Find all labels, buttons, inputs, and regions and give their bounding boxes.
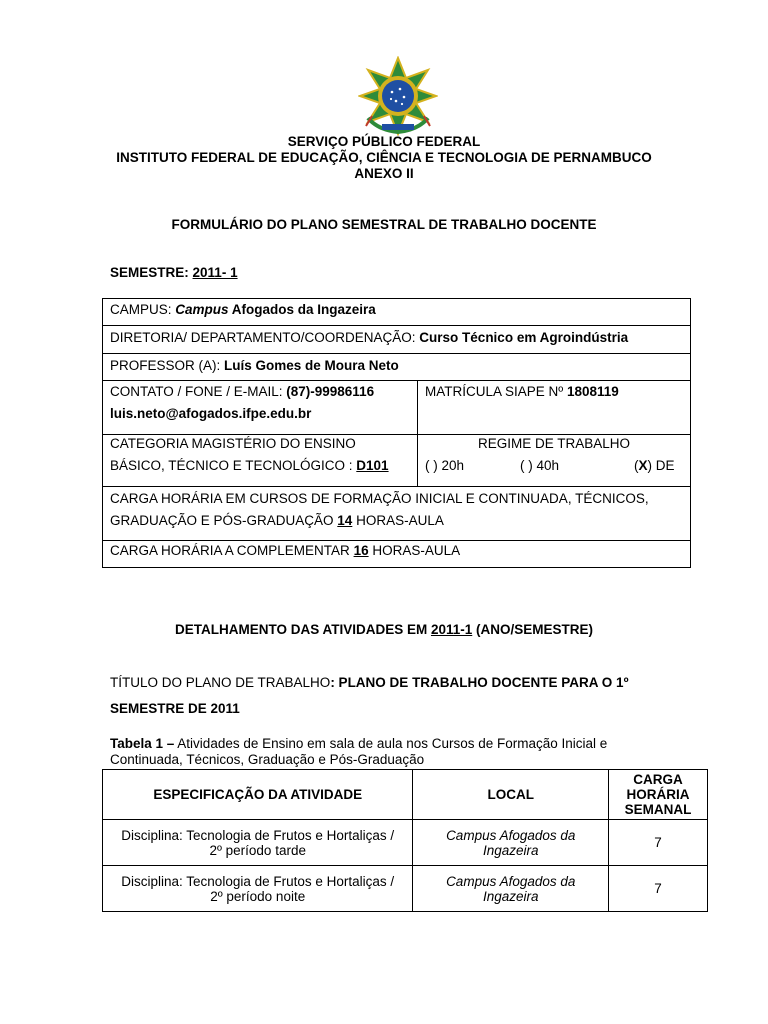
diretoria-row — [103, 326, 690, 354]
contato-phone: (87)-99986116 — [286, 384, 375, 399]
info-table — [102, 298, 691, 568]
header-local: LOCAL — [413, 770, 609, 820]
tabela-caption — [110, 736, 607, 768]
local-cell — [413, 820, 609, 866]
carga-value: 14 — [337, 513, 353, 528]
complementar-row — [103, 541, 690, 567]
detalhamento-year: 2011-1 — [430, 622, 473, 637]
diretoria-value: Curso Técnico em Agroindústria — [419, 330, 629, 345]
local-line-2: Ingazeira — [482, 888, 539, 904]
local-line-1: Campus Afogados da — [446, 827, 576, 843]
atividade-line-2: 2º período tarde — [209, 842, 306, 858]
contato-label: CONTATO / FONE / E-MAIL: — [110, 384, 287, 399]
categoria-line-1: CATEGORIA MAGISTÉRIO DO ENSINO — [110, 436, 356, 451]
atividade-line-1: Disciplina: Tecnologia de Frutos e Hortaliças / — [121, 827, 395, 843]
professor-value: Luís Gomes de Moura Neto — [224, 358, 399, 373]
carga-line-1: CARGA HORÁRIA EM CURSOS DE FORMAÇÃO INICIAL E CONTINUADA, TÉCNICOS, — [110, 491, 649, 506]
complementar-value: 16 — [353, 543, 369, 558]
carga-row — [103, 487, 690, 541]
plano-title-line-1: : PLANO DE TRABALHO DOCENTE PARA O 1º — [330, 675, 629, 690]
table-header-row — [103, 770, 708, 820]
categoria-value: D101 — [356, 458, 389, 473]
caption-bold: Tabela 1 – — [110, 736, 175, 751]
complementar-label: CARGA HORÁRIA A COMPLEMENTAR — [110, 543, 354, 558]
header-carga-line-3: SEMANAL — [624, 802, 692, 817]
regime-20h: ( ) 20h — [425, 458, 465, 473]
plano-label: TÍTULO DO PLANO DE TRABALHO — [110, 675, 331, 690]
table-row — [103, 866, 708, 912]
professor-label: PROFESSOR (A): — [110, 358, 225, 373]
header-carga-line-1: CARGA — [633, 772, 683, 787]
campus-row — [103, 299, 690, 326]
atividade-cell — [103, 820, 413, 866]
carga-line-2a: GRADUAÇÃO E PÓS-GRADUAÇÃO — [110, 513, 338, 528]
header-line-1: SERVIÇO PÚBLICO FEDERAL — [287, 134, 481, 149]
complementar-suffix: HORAS-AULA — [368, 543, 461, 558]
coat-of-arms-emblem — [358, 56, 438, 136]
atividade-line-1: Disciplina: Tecnologia de Frutos e Hortaliças / — [121, 873, 395, 889]
atividade-cell — [103, 866, 413, 912]
carga-cell: 7 — [609, 866, 708, 912]
carga-line-2b: HORAS-AULA — [352, 513, 444, 528]
regime-label: REGIME DE TRABALHO — [477, 436, 631, 451]
matricula-value: 1808119 — [566, 384, 619, 399]
semester-label: SEMESTRE: — [110, 265, 189, 280]
categoria-row — [103, 435, 690, 487]
regime-de-mark: X — [638, 458, 648, 473]
table-row — [103, 820, 708, 866]
campus-value: Afogados da Ingazeira — [228, 302, 376, 317]
campus-italic: Campus — [175, 302, 229, 317]
contato-row — [103, 381, 690, 435]
local-cell — [413, 866, 609, 912]
regime-de-close: ) DE — [647, 458, 675, 473]
plano-title — [110, 670, 629, 722]
semester-field — [110, 265, 238, 281]
header-line-2: INSTITUTO FEDERAL DE EDUCAÇÃO, CIÊNCIA E TECNOLOGIA DE PERNAMBUCO — [116, 150, 652, 165]
regime-de — [634, 457, 675, 475]
semester-value: 2011- 1 — [192, 265, 238, 280]
regime-40h: ( ) 40h — [520, 458, 560, 473]
detalhamento-suffix: (ANO/SEMESTRE) — [472, 622, 594, 637]
detalhamento-heading — [0, 622, 768, 638]
header-carga — [609, 770, 708, 820]
caption-line-1: Atividades de Ensino em sala de aula nos Cursos de Formação Inicial e — [174, 736, 608, 751]
campus-label: CAMPUS: — [110, 302, 176, 317]
activity-table — [102, 769, 708, 912]
professor-row — [103, 354, 690, 381]
caption-line-2: Continuada, Técnicos, Graduação e Pós-Graduação — [110, 752, 425, 767]
local-line-2: Ingazeira — [482, 842, 539, 858]
header-line-3: ANEXO II — [354, 166, 414, 181]
local-line-1: Campus Afogados da — [446, 873, 576, 889]
categoria-line-2: BÁSICO, TÉCNICO E TECNOLÓGICO : — [110, 458, 357, 473]
carga-cell: 7 — [609, 820, 708, 866]
regime-de-open: ( — [634, 458, 639, 473]
detalhamento-prefix: DETALHAMENTO DAS ATIVIDADES EM — [174, 622, 431, 637]
plano-title-line-2: SEMESTRE DE 2011 — [110, 701, 240, 716]
atividade-line-2: 2º período noite — [210, 888, 306, 904]
header-carga-line-2: HORÁRIA — [626, 787, 690, 802]
matricula-label: MATRÍCULA SIAPE Nº — [425, 384, 567, 399]
contato-email: luis.neto@afogados.ifpe.edu.br — [110, 406, 312, 421]
diretoria-label: DIRETORIA/ DEPARTAMENTO/COORDENAÇÃO: — [110, 330, 420, 345]
header-especificacao: ESPECIFICAÇÃO DA ATIVIDADE — [103, 770, 413, 820]
form-title: FORMULÁRIO DO PLANO SEMESTRAL DE TRABALHO DOCENTE — [171, 217, 597, 232]
